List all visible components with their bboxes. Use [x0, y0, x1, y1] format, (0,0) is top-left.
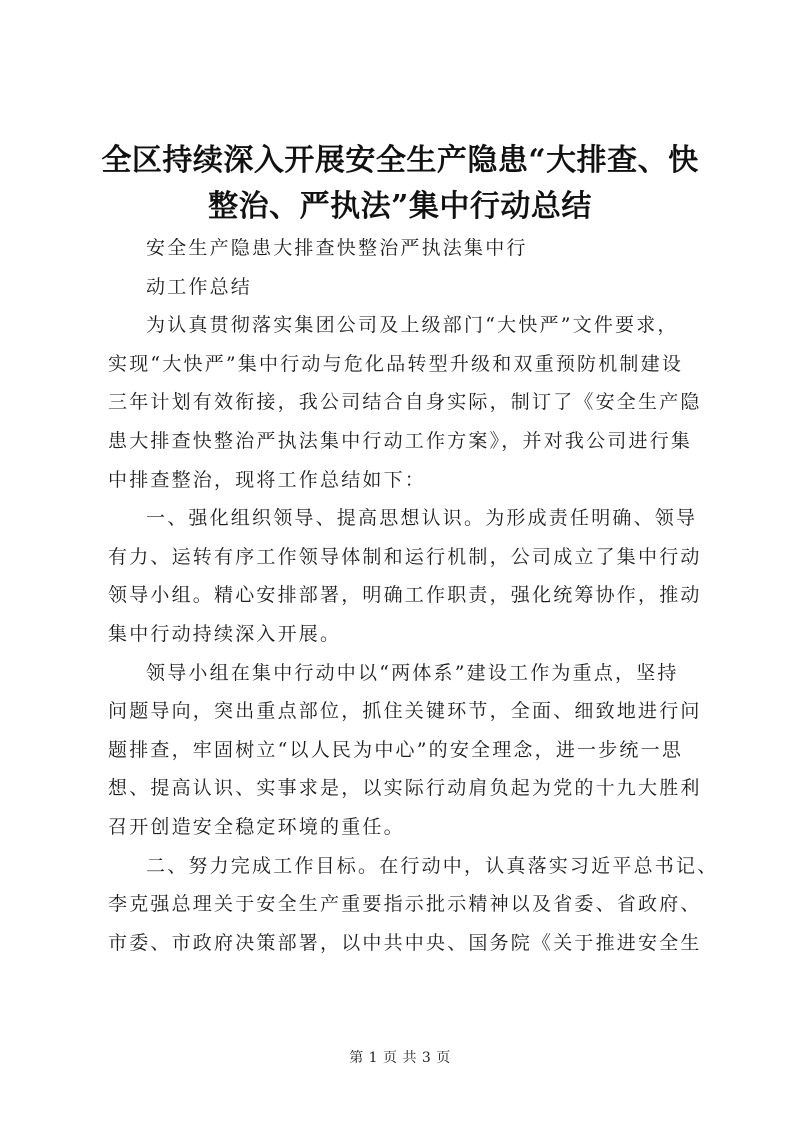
page-footer: 第 1 页 共 3 页	[349, 1050, 451, 1066]
title-line: 整治、严执法”集中行动总结	[208, 189, 592, 224]
paragraph-line: 三年计划有效衔接，我公司结合自身实际，制订了《安全生产隐	[108, 391, 702, 414]
subtitle-paragraph	[108, 229, 708, 268]
paragraph-line: 领导小组。精心安排部署，明确工作职责，强化统筹协作，推动	[108, 584, 702, 607]
intro-paragraph	[108, 306, 708, 499]
section-two-paragraph	[108, 847, 719, 963]
paragraph-line: 市委、市政府决策部署，以中共中央、国务院《关于推进安全生	[108, 931, 702, 954]
subtitle-paragraph	[108, 268, 708, 307]
paragraph-line: 实现“大快严”集中行动与危化品转型升级和双重预防机制建设	[108, 352, 684, 375]
paragraph-line: 问题导向，突出重点部位，抓住关键环节，全面、细致地进行问	[108, 700, 702, 723]
document-title	[100, 138, 700, 230]
paragraph-line: 为认真贯彻落实集团公司及上级部门“大快严”文件要求，	[146, 314, 679, 337]
paragraph-line: 有力、运转有序工作领导体制和运行机制，公司成立了集中行动	[108, 545, 702, 568]
paragraph-line: 李克强总理关于安全生产重要指示批示精神以及省委、省政府、	[108, 893, 702, 916]
paragraph-line: 领导小组在集中行动中以“两体系”建设工作为重点，坚持	[146, 661, 679, 684]
title-line: 全区持续深入开展安全生产隐患“大排查、快	[101, 143, 699, 178]
paragraph-line: 中排查整治，现将工作总结如下：	[108, 468, 427, 491]
document-body	[108, 229, 719, 962]
paragraph-line: 二、努力完成工作目标。在行动中，认真落实习近平总书记、	[146, 854, 719, 877]
paragraph-line: 安全生产隐患大排查快整治严执法集中行	[146, 237, 528, 259]
paragraph-line: 一、强化组织领导、提高思想认识。为形成责任明确、领导	[146, 507, 698, 530]
leadership-paragraph	[108, 654, 708, 847]
paragraph-line: 动工作总结	[146, 275, 253, 298]
paragraph-line: 集中行动持续深入开展。	[108, 622, 342, 645]
paragraph-line: 题排查，牢固树立“以人民为中心”的安全理念，进一步统一思	[108, 738, 684, 761]
paragraph-line: 患大排查快整治严执法集中行动工作方案》，并对我公司进行集	[108, 429, 693, 452]
paragraph-line: 想、提高认识、实事求是，以实际行动肩负起为党的十九大胜利	[108, 777, 702, 800]
section-one-paragraph	[108, 499, 708, 653]
paragraph-line: 召开创造安全稳定环境的重任。	[108, 815, 405, 838]
